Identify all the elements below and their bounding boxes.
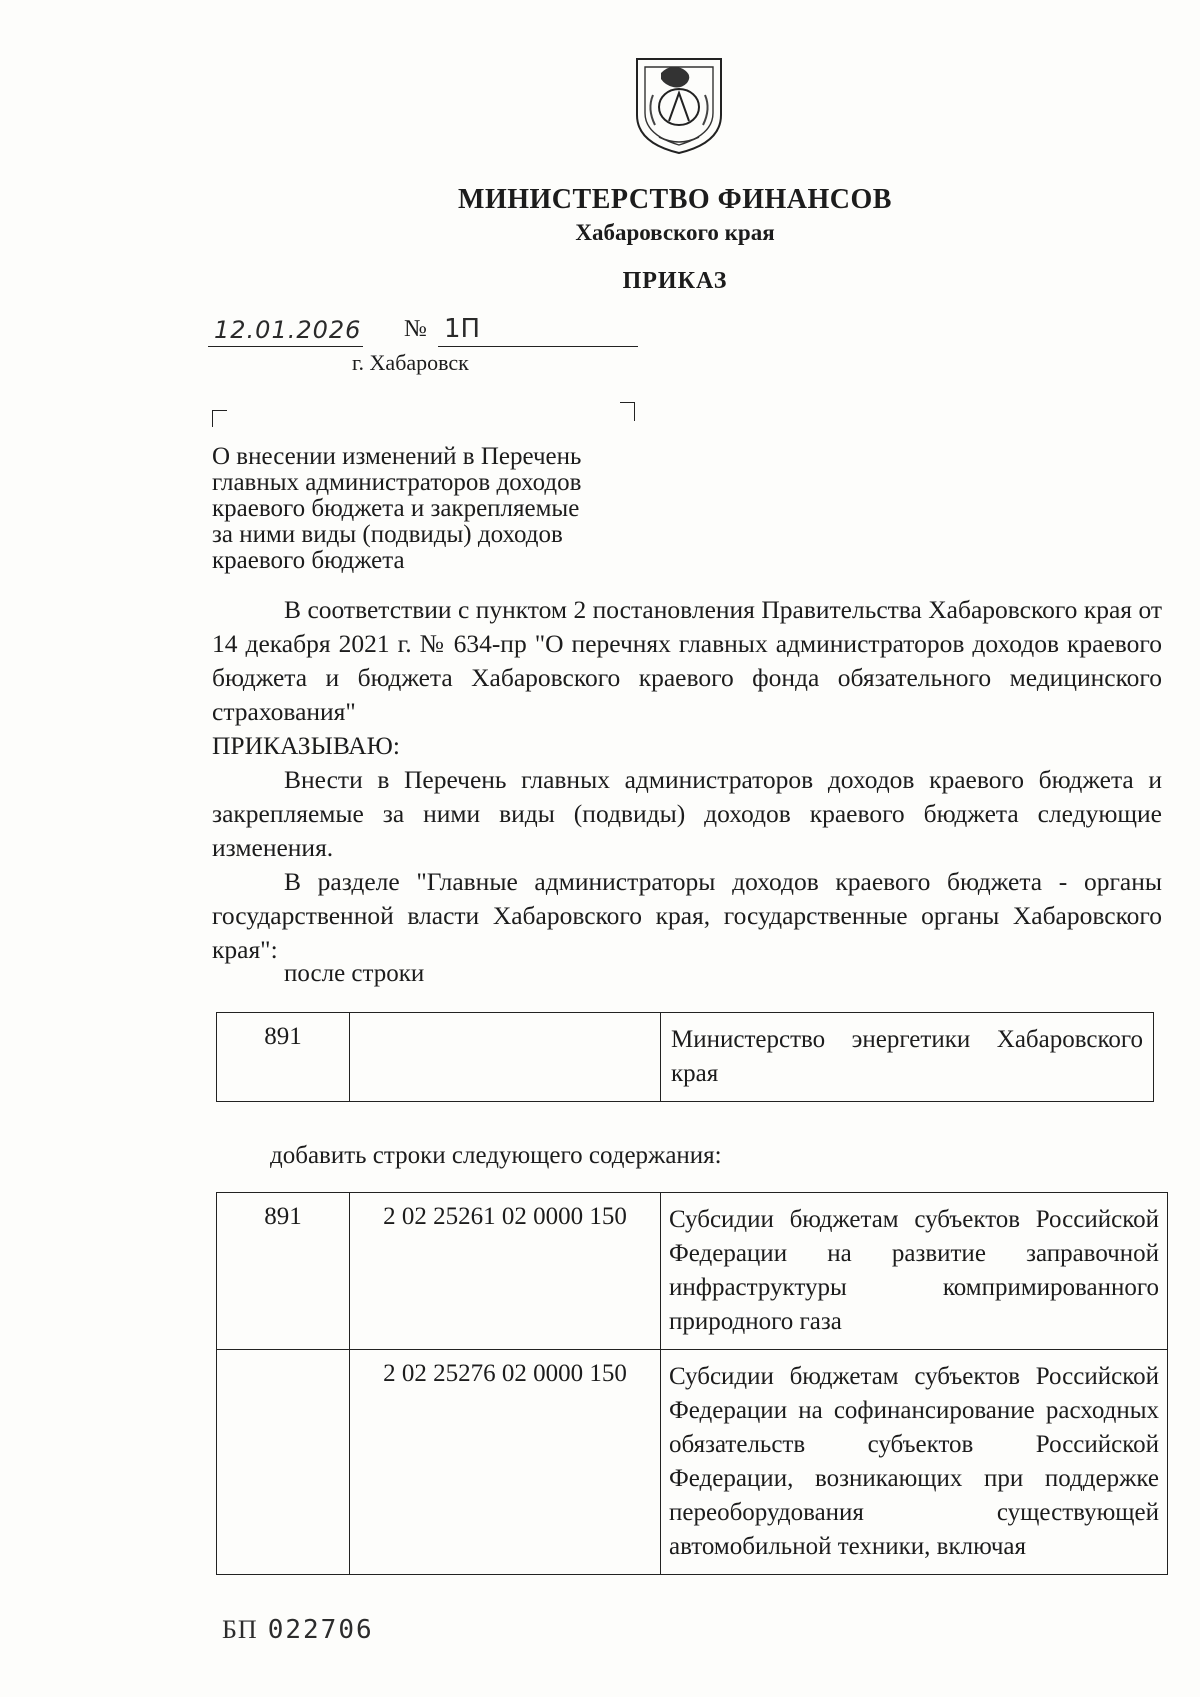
subject-line: О внесении изменений в Перечень (212, 443, 582, 470)
region-title: Хабаровского края (575, 220, 775, 245)
changes-paragraph: Внести в Перечень главных администраторов доходов краевого бюджета и закрепляемые за ними виды (подвиды) доходов краевого бюджета следующие изменения. (212, 765, 1162, 862)
section-paragraph: В разделе "Главные администраторы доходов краевого бюджета - органы государственной власти Хабаровского края, государственные органы Хабаровского края": (212, 867, 1162, 964)
date-number-line (208, 316, 638, 346)
name-cell: Министерство энергетики Хабаровского края (661, 1013, 1154, 1102)
document-body (212, 593, 1162, 967)
added-rows-table (216, 1192, 1168, 1575)
number-sign: № (404, 316, 427, 342)
form-series: БП (222, 1615, 258, 1644)
ministry-title: МИНИСТЕРСТВО ФИНАНСОВ (458, 184, 892, 215)
form-serial-number: 022706 (267, 1615, 374, 1645)
after-row-label: после строки (284, 960, 425, 987)
admin-code-cell: 891 (217, 1193, 350, 1350)
add-rows-label: добавить строки следующего содержания: (270, 1142, 722, 1169)
orders-heading: ПРИКАЗЫВАЮ: (212, 731, 400, 760)
document-number: 1П (444, 314, 481, 344)
kbk-cell (350, 1013, 661, 1102)
number-underline (438, 346, 638, 347)
name-cell: Субсидии бюджетам субъектов Российской Федерации на развитие заправочной инфраструктуры компримированного природного газа (661, 1193, 1168, 1350)
document-subject (212, 444, 652, 574)
date-underline (208, 346, 363, 347)
subject-line: краевого бюджета и закрепляемые (212, 495, 580, 522)
table-row (217, 1013, 1154, 1102)
subject-bracket-right (620, 402, 635, 421)
kbk-cell: 2 02 25276 02 0000 150 (350, 1350, 661, 1575)
table-row (217, 1193, 1168, 1350)
table-row (217, 1350, 1168, 1575)
name-cell: Субсидии бюджетам субъектов Российской Федерации на софинансирование расходных обязательств субъектов Российской Федерации, возникающих при поддержке переоборудования существующей автомобильной техники, включая (661, 1350, 1168, 1575)
legal-basis-paragraph: В соответствии с пунктом 2 постановления Правительства Хабаровского края от 14 декабря 2021 г. № 634-пр "О перечнях главных администраторов доходов краевого бюджета и бюджета Хабаровского краевого фонда обязательного медицинского страхования" (212, 595, 1162, 726)
subject-line: краевого бюджета (212, 547, 405, 574)
form-serial-stamp (222, 1615, 374, 1645)
document-type: ПРИКАЗ (622, 268, 728, 294)
admin-code-cell (217, 1350, 350, 1575)
coat-of-arms-icon (631, 55, 727, 155)
existing-row-table (216, 1012, 1154, 1102)
subject-bracket-left (212, 410, 227, 427)
kbk-cell: 2 02 25261 02 0000 150 (350, 1193, 661, 1350)
subject-line: главных администраторов доходов (212, 469, 582, 496)
document-date: 12.01.2026 (214, 316, 362, 344)
subject-line: за ними виды (подвиды) доходов (212, 521, 563, 548)
document-city: г. Хабаровск (352, 350, 469, 375)
admin-code-cell: 891 (217, 1013, 350, 1102)
